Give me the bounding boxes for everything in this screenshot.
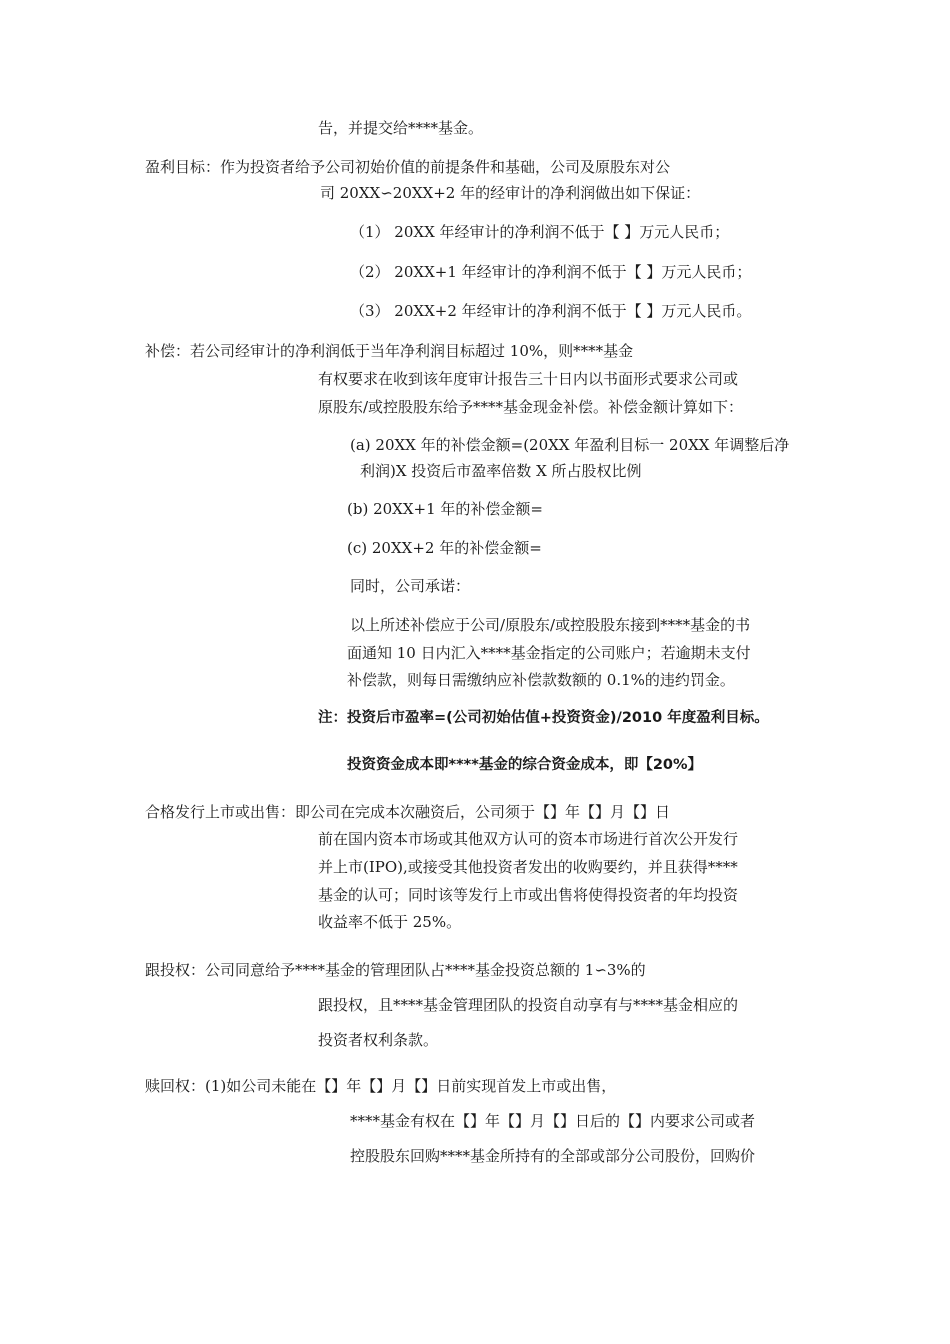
profit-target-line: 司 20XX∽20XX+2 年的经审计的净利润做出如下保证：	[320, 184, 701, 202]
ipo-heading: 合格发行上市或出售：即公司在完成本次融资后，公司须于【】年【】月【】日	[145, 803, 671, 821]
formula-c: (c) 20XX+2 年的补偿金额=	[347, 539, 542, 557]
formula-a: (a) 20XX 年的补偿金额=(20XX 年盈利目标一 20XX 年调整后净	[350, 436, 790, 454]
co-invest-heading: 跟投权：公司同意给予****基金的管理团队占****基金投资总额的 1∽3%的	[145, 961, 646, 979]
profit-target-item: （3） 20XX+2 年经审计的净利润不低于【 】万元人民币。	[350, 302, 752, 320]
co-invest-line: 投资者权利条款。	[318, 1031, 439, 1049]
ipo-line: 并上市(IPO),或接受其他投资者发出的收购要约，并且获得****	[318, 858, 738, 876]
pe-note: 注：投资后市盈率=(公司初始估值+投资资金)/2010 年度盈利目标。	[318, 710, 769, 726]
compensation-line: 原股东/或控股股东给予****基金现金补偿。补偿金额计算如下：	[318, 398, 744, 416]
profit-target-item: （1） 20XX 年经审计的净利润不低于【 】万元人民币；	[350, 223, 730, 241]
promise-line: 以上所述补偿应于公司/原股东/或控股股东接到****基金的书	[350, 616, 751, 634]
intro-line: 告，并提交给****基金。	[318, 119, 484, 137]
ipo-line: 基金的认可；同时该等发行上市或出售将使得投资者的年均投资	[318, 886, 739, 904]
profit-target-heading: 盈利目标：作为投资者给予公司初始价值的前提条件和基础，公司及原股东对公	[145, 158, 671, 176]
capital-cost-note: 投资资金成本即****基金的综合资金成本，即【20%】	[347, 757, 703, 773]
formula-b: (b) 20XX+1 年的补偿金额=	[347, 500, 543, 518]
promise-line: 补偿款，则每日需缴纳应补偿款数额的 0.1%的违约罚金。	[347, 671, 735, 689]
co-invest-line: 跟投权，且****基金管理团队的投资自动享有与****基金相应的	[318, 996, 739, 1014]
profit-target-item: （2） 20XX+1 年经审计的净利润不低于【 】万元人民币；	[350, 263, 752, 281]
ipo-line: 前在国内资本市场或其他双方认可的资本市场进行首次公开发行	[318, 830, 739, 848]
promise-label: 同时，公司承诺：	[350, 577, 471, 595]
compensation-line: 有权要求在收到该年度审计报告三十日内以书面形式要求公司或	[318, 370, 739, 388]
redemption-line: 控股股东回购****基金所持有的全部或部分公司股份，回购价	[350, 1147, 756, 1165]
redemption-line: ****基金有权在【】年【】月【】日后的【】内要求公司或者	[350, 1112, 756, 1130]
compensation-heading: 补偿：若公司经审计的净利润低于当年净利润目标超过 10%，则****基金	[145, 342, 634, 360]
formula-a-cont: 利润)X 投资后市盈率倍数 X 所占股权比例	[360, 462, 642, 480]
ipo-line: 收益率不低于 25%。	[318, 913, 462, 931]
redemption-heading: 赎回权：(1)如公司未能在【】年【】月【】日前实现首发上市或出售，	[145, 1077, 617, 1095]
promise-line: 面通知 10 日内汇入****基金指定的公司账户；若逾期未支付	[347, 644, 751, 662]
